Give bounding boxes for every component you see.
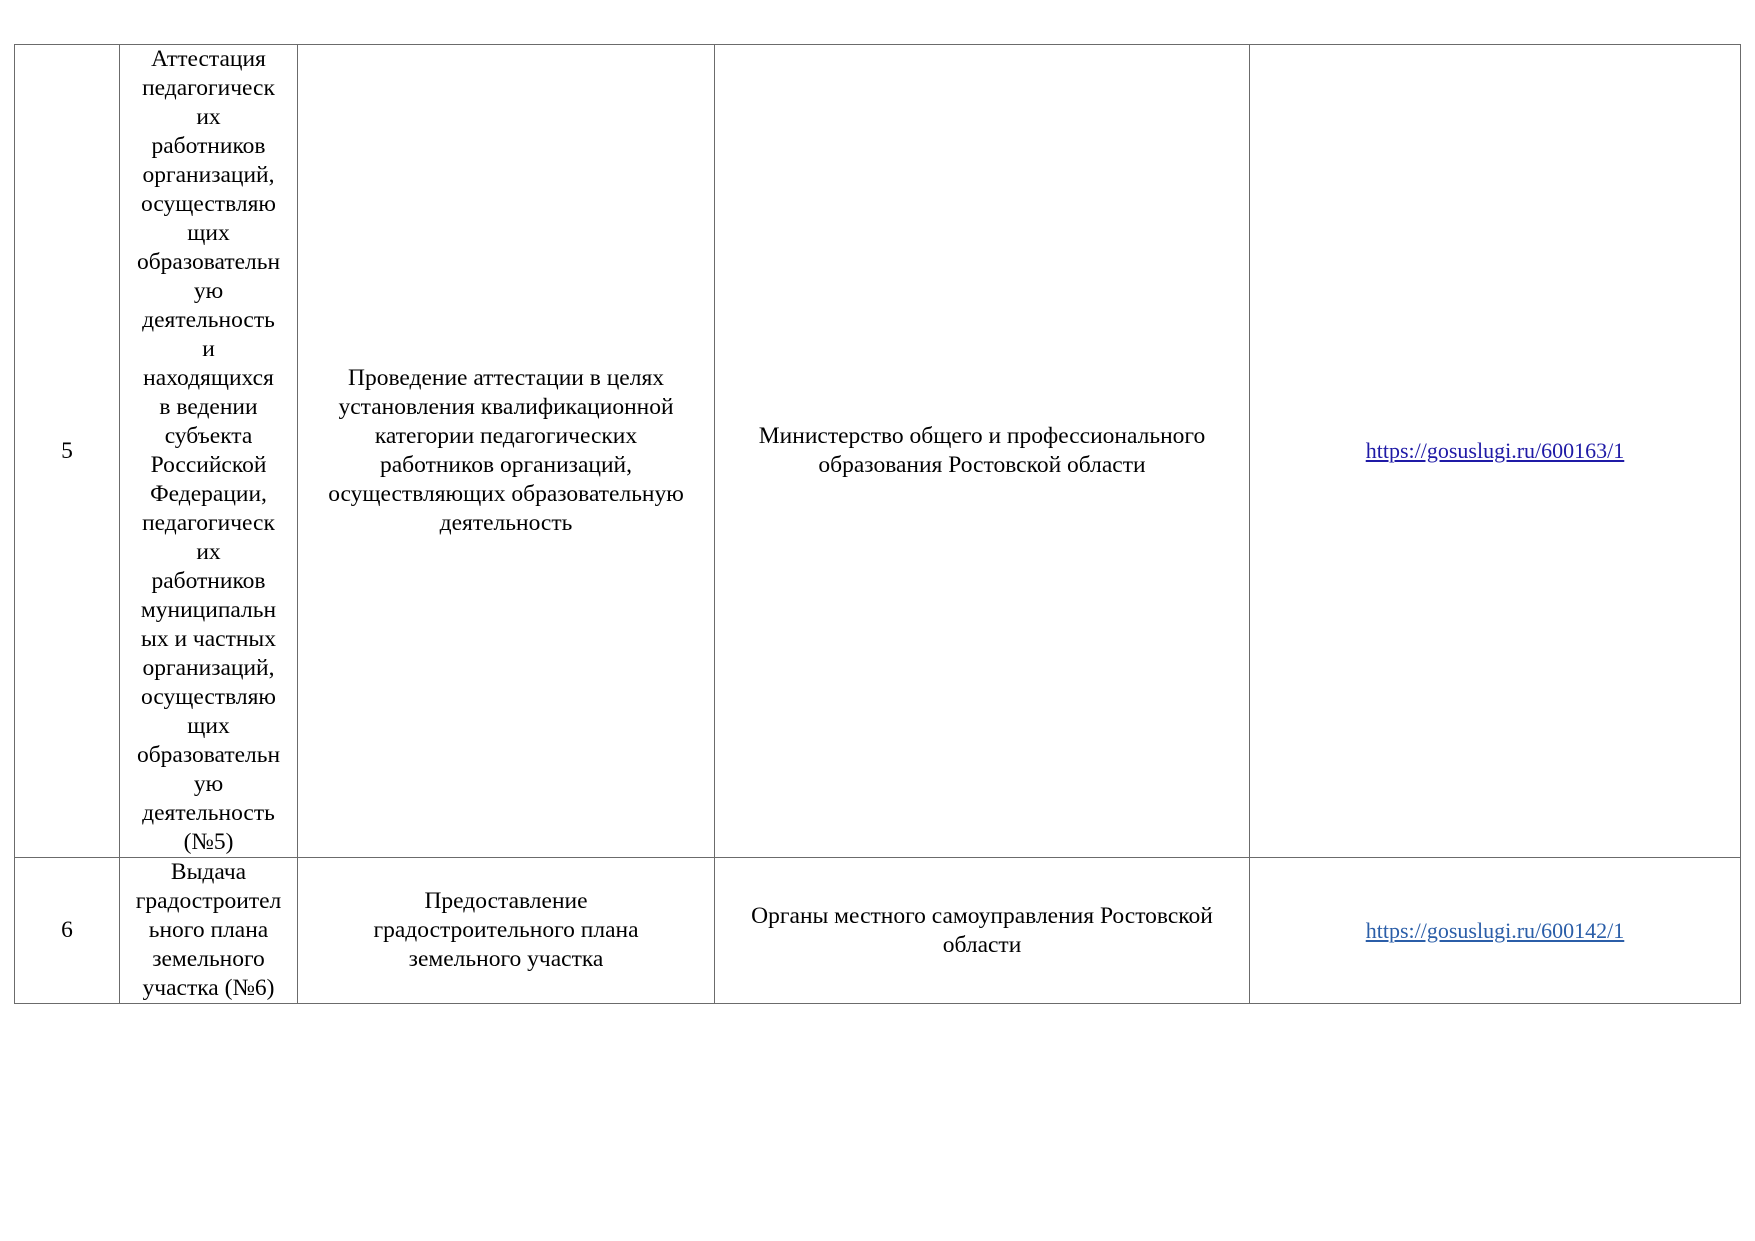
- text-line: субъекта: [164, 423, 253, 449]
- text-line: щих: [187, 220, 230, 246]
- row-number-cell: 6: [15, 858, 120, 1004]
- service-name-cell: [120, 45, 298, 858]
- text-line: земельного: [152, 946, 265, 972]
- service-description: [302, 887, 710, 974]
- services-table: [14, 44, 1741, 1004]
- text-line: ую: [193, 771, 224, 797]
- text-line: муниципальн: [140, 597, 277, 623]
- text-line: категории педагогических: [374, 423, 638, 449]
- service-description: [302, 364, 710, 538]
- text-line: щих: [187, 713, 230, 739]
- link-cell: [1250, 45, 1741, 858]
- text-line: их: [196, 539, 221, 565]
- text-line: ую: [193, 278, 224, 304]
- text-line: их: [196, 104, 221, 130]
- text-line: градостроител: [135, 888, 282, 914]
- organization-name: [719, 902, 1245, 960]
- text-line: деятельность: [142, 800, 275, 826]
- text-line: образования Ростовской области: [818, 452, 1146, 478]
- text-line: установления квалификационной: [338, 394, 674, 420]
- text-line: организаций,: [142, 655, 275, 681]
- text-line: осуществляю: [141, 191, 276, 217]
- text-line: и: [202, 336, 215, 362]
- service-description-cell: [298, 858, 715, 1004]
- row-number-cell: 5: [15, 45, 120, 858]
- link-cell: [1250, 858, 1741, 1004]
- organization-cell: [715, 858, 1250, 1004]
- text-line: градостроительного плана: [373, 917, 639, 943]
- text-line: деятельность: [142, 307, 275, 333]
- organization-name: [719, 422, 1245, 480]
- text-line: осуществляю: [141, 684, 276, 710]
- text-line: в ведении: [159, 394, 258, 420]
- service-link[interactable]: https://gosuslugi.ru/600163/1: [1365, 438, 1625, 463]
- table-row: [15, 858, 1741, 1004]
- text-line: образовательн: [136, 742, 281, 768]
- text-line: педагогическ: [142, 75, 275, 101]
- text-line: Органы местного самоуправления Ростовской: [751, 902, 1213, 929]
- text-line: находящихся: [143, 365, 274, 391]
- text-line: Министерство общего и профессионального: [758, 423, 1206, 449]
- service-name: [124, 45, 293, 857]
- text-line: ьного плана: [148, 917, 269, 943]
- text-line: осуществляющих образовательную: [328, 481, 684, 507]
- text-line: работников: [151, 133, 266, 159]
- text-line: (№5): [183, 829, 234, 855]
- text-line: педагогическ: [142, 510, 275, 536]
- text-line: Аттестация: [151, 46, 266, 72]
- text-line: области: [942, 931, 1022, 958]
- table-row: [15, 45, 1741, 858]
- text-line: Предоставление: [424, 888, 588, 914]
- text-line: деятельность: [439, 510, 573, 536]
- text-line: организаций,: [142, 162, 275, 188]
- service-name-cell: [120, 858, 298, 1004]
- service-link[interactable]: https://gosuslugi.ru/600142/1: [1365, 917, 1625, 943]
- text-line: Выдача: [170, 859, 247, 885]
- text-line: работников организаций,: [380, 452, 632, 478]
- text-line: ых и частных: [141, 626, 276, 652]
- text-line: Проведение аттестации в целях: [347, 365, 665, 391]
- text-line: земельного участка: [408, 946, 604, 972]
- text-line: образовательн: [136, 249, 281, 275]
- service-description-cell: [298, 45, 715, 858]
- text-line: участка (№6): [142, 975, 275, 1001]
- text-line: работников: [151, 568, 266, 594]
- text-line: Федерации,: [150, 481, 267, 507]
- text-line: Российской: [150, 452, 267, 478]
- service-name: [124, 858, 293, 1003]
- organization-cell: [715, 45, 1250, 858]
